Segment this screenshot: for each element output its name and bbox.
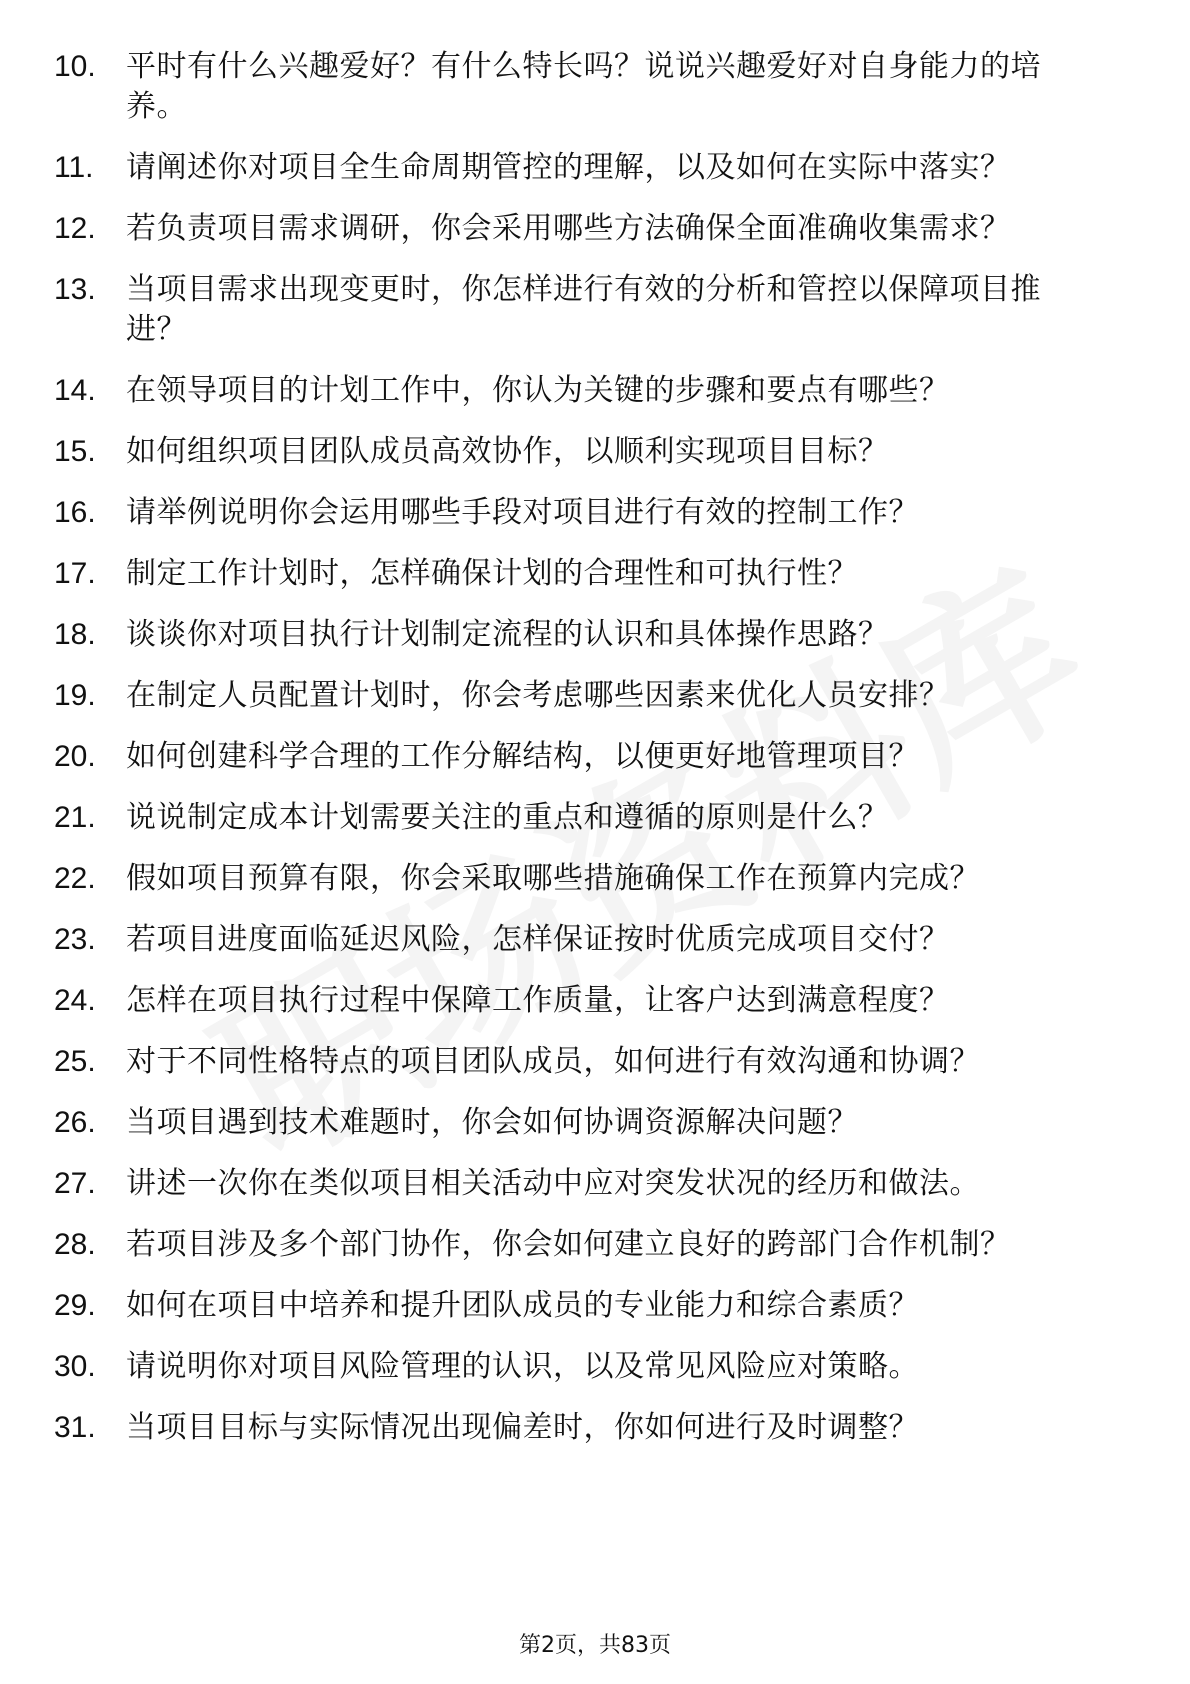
question-text: 请说明你对项目风险管理的认识，以及常见风险应对策略。 bbox=[126, 1349, 919, 1384]
question-text: 讲述一次你在类似项目相关活动中应对突发状况的经历和做法。 bbox=[126, 1166, 980, 1201]
question-item bbox=[54, 1042, 1134, 1082]
question-number: 27. bbox=[54, 1167, 96, 1200]
question-item bbox=[54, 615, 1134, 655]
question-item bbox=[54, 981, 1134, 1021]
question-number: 10. bbox=[54, 50, 96, 83]
question-number: 14. bbox=[54, 374, 96, 407]
question-number: 18. bbox=[54, 618, 96, 651]
question-number: 26. bbox=[54, 1106, 96, 1139]
question-item bbox=[54, 270, 1134, 350]
question-item bbox=[54, 1225, 1134, 1265]
question-number: 25. bbox=[54, 1045, 96, 1078]
question-item bbox=[54, 371, 1134, 411]
question-text: 平时有什么兴趣爱好？有什么特长吗？说说兴趣爱好对自身能力的培养。 bbox=[126, 49, 1041, 124]
question-item bbox=[54, 1164, 1134, 1204]
question-text: 若项目进度面临延迟风险，怎样保证按时优质完成项目交付？ bbox=[126, 922, 950, 957]
question-text: 当项目需求出现变更时，你怎样进行有效的分析和管控以保障项目推进？ bbox=[126, 272, 1041, 347]
question-text: 如何组织项目团队成员高效协作，以顺利实现项目目标？ bbox=[126, 434, 889, 469]
question-item bbox=[54, 798, 1134, 838]
question-text: 当项目遇到技术难题时，你会如何协调资源解决问题？ bbox=[126, 1105, 858, 1140]
question-item bbox=[54, 920, 1134, 960]
question-number: 16. bbox=[54, 496, 96, 529]
question-text: 请举例说明你会运用哪些手段对项目进行有效的控制工作？ bbox=[126, 495, 919, 530]
question-text: 怎样在项目执行过程中保障工作质量，让客户达到满意程度？ bbox=[126, 983, 950, 1018]
question-item bbox=[54, 148, 1134, 188]
question-text: 说说制定成本计划需要关注的重点和遵循的原则是什么？ bbox=[126, 800, 889, 835]
question-text: 请阐述你对项目全生命周期管控的理解，以及如何在实际中落实？ bbox=[126, 150, 1011, 185]
question-number: 28. bbox=[54, 1228, 96, 1261]
question-item bbox=[54, 1408, 1134, 1448]
question-item bbox=[54, 859, 1134, 899]
question-number: 15. bbox=[54, 435, 96, 468]
question-item bbox=[54, 493, 1134, 533]
question-text: 在领导项目的计划工作中，你认为关键的步骤和要点有哪些？ bbox=[126, 373, 950, 408]
question-item bbox=[54, 432, 1134, 472]
page-number-label: 第2页，共83页 bbox=[519, 1633, 671, 1658]
question-number: 11. bbox=[54, 151, 94, 184]
question-item bbox=[54, 676, 1134, 716]
question-text: 当项目目标与实际情况出现偏差时，你如何进行及时调整？ bbox=[126, 1410, 919, 1445]
question-number: 24. bbox=[54, 984, 96, 1017]
question-text: 如何在项目中培养和提升团队成员的专业能力和综合素质？ bbox=[126, 1288, 919, 1323]
question-number: 31. bbox=[54, 1411, 96, 1444]
question-number: 21. bbox=[54, 801, 96, 834]
question-text: 若项目涉及多个部门协作，你会如何建立良好的跨部门合作机制？ bbox=[126, 1227, 1011, 1262]
question-text: 在制定人员配置计划时，你会考虑哪些因素来优化人员安排？ bbox=[126, 678, 950, 713]
question-number: 13. bbox=[54, 273, 96, 306]
question-text: 若负责项目需求调研，你会采用哪些方法确保全面准确收集需求？ bbox=[126, 211, 1011, 246]
question-list bbox=[54, 47, 1134, 1469]
question-number: 12. bbox=[54, 212, 96, 245]
question-item bbox=[54, 554, 1134, 594]
question-item bbox=[54, 1103, 1134, 1143]
question-item bbox=[54, 209, 1134, 249]
question-item bbox=[54, 1286, 1134, 1326]
question-number: 29. bbox=[54, 1289, 96, 1322]
question-item bbox=[54, 1347, 1134, 1387]
question-number: 19. bbox=[54, 679, 96, 712]
question-text: 制定工作计划时，怎样确保计划的合理性和可执行性？ bbox=[126, 556, 858, 591]
question-text: 谈谈你对项目执行计划制定流程的认识和具体操作思路？ bbox=[126, 617, 889, 652]
page-footer bbox=[0, 1631, 1190, 1661]
question-number: 20. bbox=[54, 740, 96, 773]
question-number: 22. bbox=[54, 862, 96, 895]
question-text: 如何创建科学合理的工作分解结构，以便更好地管理项目？ bbox=[126, 739, 919, 774]
question-text: 假如项目预算有限，你会采取哪些措施确保工作在预算内完成？ bbox=[126, 861, 980, 896]
question-item bbox=[54, 47, 1134, 127]
question-number: 30. bbox=[54, 1350, 96, 1383]
question-item bbox=[54, 737, 1134, 777]
question-text: 对于不同性格特点的项目团队成员，如何进行有效沟通和协调？ bbox=[126, 1044, 980, 1079]
question-number: 17. bbox=[54, 557, 96, 590]
question-number: 23. bbox=[54, 923, 96, 956]
